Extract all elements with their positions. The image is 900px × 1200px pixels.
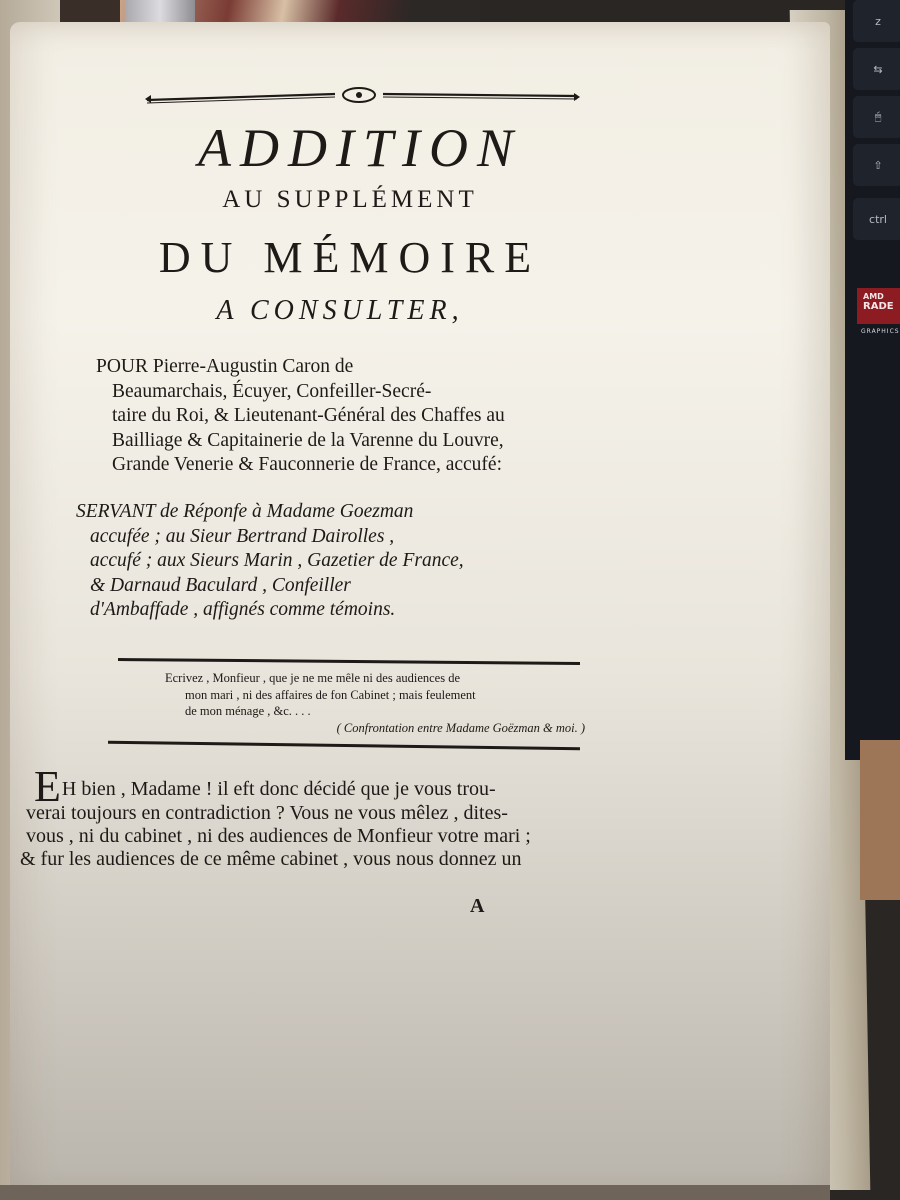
- body-line: verai toujours en contradiction ? Vous ne vous mêlez , dites-: [26, 802, 508, 824]
- amd-radeon-sticker: AMD RADE: [857, 288, 900, 324]
- dropcap-letter: E: [34, 762, 61, 811]
- title-du-memoire: DU MÉMOIRE: [158, 233, 542, 282]
- epigraph-line: de mon ménage , &c. . . .: [185, 704, 311, 718]
- divider-top: [118, 658, 580, 665]
- epigraph-line: Ecrivez , Monfieur , que je ne me mêle ni des audiences de: [165, 671, 461, 685]
- servant-line: accufé ; aux Sieurs Marin , Gazetier de France,: [90, 550, 464, 571]
- body-line: & fur les audiences de ce même cabinet , vous nous donnez un: [20, 848, 522, 870]
- pour-line: Bailliage & Capitainerie de la Varenne du Louvre,: [112, 429, 504, 451]
- title-addition: ADDITION: [198, 118, 522, 178]
- servant-paragraph: [76, 500, 586, 623]
- servant-line: d'Ambaffade , affignés comme témoins.: [90, 599, 396, 620]
- key-mouse: 🖱: [853, 96, 900, 138]
- amd-graphics-label: GRAPHICS: [861, 328, 900, 335]
- ornament-rule-icon: [145, 86, 580, 106]
- pour-line: Grande Venerie & Fauconnerie de France, accufé:: [112, 454, 502, 475]
- divider-bottom: [108, 741, 580, 750]
- pour-line: taire du Roi, & Lieutenant-Général des Chaffes au: [112, 405, 505, 426]
- body-paragraph: [20, 762, 585, 871]
- epigraph-source: ( Confrontation entre Madame Goëzman & moi. ): [336, 720, 585, 735]
- servant-line: accufée ; au Sieur Bertrand Dairolles ,: [90, 525, 395, 547]
- key-z: z: [853, 0, 900, 42]
- epigraph-line: mon mari , ni des affaires de fon Cabinet ; mais feulement: [185, 687, 476, 702]
- servant-line: SERVANT de Réponfe à Madame Goezman: [76, 501, 414, 522]
- servant-line: & Darnaud Baculard , Confeiller: [90, 574, 351, 596]
- pour-line: Beaumarchais, Écuyer, Confeiller-Secré-: [112, 380, 432, 402]
- epigraph-quote: [165, 670, 585, 736]
- pour-paragraph: [96, 355, 591, 478]
- key-tab: ⇆: [853, 48, 900, 90]
- body-line: vous , ni du cabinet , ni des audiences de Monfieur votre mari ;: [26, 825, 531, 847]
- pour-line: POUR Pierre-Augustin Caron de: [96, 356, 354, 377]
- signature-mark: A: [470, 895, 485, 917]
- key-ctrl: ctrl: [853, 198, 900, 240]
- title-au-supplement: AU SUPPLÉMENT: [222, 186, 478, 213]
- title-a-consulter: A CONSULTER,: [216, 295, 464, 326]
- body-line: E H bien , Madame ! il eft donc décidé que je vous trou-: [34, 762, 496, 811]
- key-shift: ⇧: [853, 144, 900, 186]
